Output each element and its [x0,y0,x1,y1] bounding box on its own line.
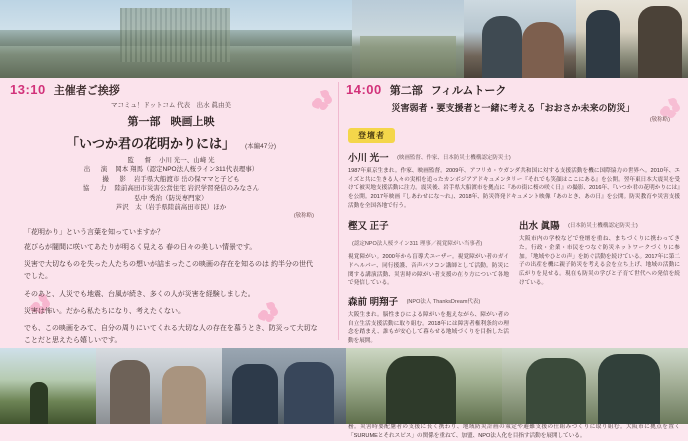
panelist-entry [348,292,509,346]
panelist-entry [348,148,680,210]
photo-people-outdoors [576,0,688,78]
panelist-name: 森前 明翔子 [348,296,399,308]
credit-value: 小川 光一、山﨑 光 [158,157,215,164]
film-title-row [10,133,332,152]
bottom-photo-strip [0,348,688,424]
panelist-name: 小川 光一 [348,153,389,164]
part-one-kind: 映画上映 [170,116,215,128]
photo-workshop [96,348,222,424]
panelist-role: (NPO法人 ThanksDream代表) [406,298,481,305]
credit-row [10,156,332,165]
coordinator-bio: 務。災害時要配慮者の支援に長く携わり、地域防災計画の策定や避難支援の仕組みづくりに取り組む。大阪市に拠点を置く「SURUMEとそれスピス」の関係を重ねて、加盟、NPO法人化を目指す活動を展開している。 [348,424,680,439]
credit-row [10,203,332,212]
credit-key: 出 演 [83,166,110,174]
panelist-bio: 大阪市内の学校などで登壇を重ね、まちづくりに携わってきた。行政・企業・市民をつなぐ防災ネットワークづくりに参加。「地域やひとの声」を紡ぐ活動を続けている。2017年に第二子の出産を機に親子防災を考える会を立ち上げ、地域の活動に広がりを見せる。現在も防災の学びと子育て世代への発信を続けている。 [519,236,680,286]
synopsis-paragraph: 災害は怖い。だから私たちになり、考えたくない。 [24,307,185,315]
part-one-heading [10,113,332,129]
synopsis-paragraph: 「花明かり」という言葉を知っていますか？ [24,228,164,236]
synopsis-paragraph: 災害で大切なものを失った人たちの想いが詰まったこの映画の存在を知るのは 約半分の世代でした。 [24,261,313,281]
panelist-badge: 登壇者 [348,128,395,143]
main-content [0,78,688,439]
credit-value: 岩手県大船渡市 岳の保ママと子ども [133,175,240,183]
film-runtime: (本編47分) [244,143,277,150]
synopsis-paragraph: そのあと、人災でも地震、台風が続き、多くの人が災害を経験しました。 [24,290,255,298]
credit-row [10,194,332,203]
credit-row [10,175,332,184]
synopsis-paragraph: 花びらが闇間に咲いてあたりが明るく見える 春の日々の美しい情景です。 [24,243,257,251]
part-two-credit-note: (敬称略) [649,117,670,123]
panelist-entry [348,216,509,288]
photo-coastal-landscape [0,0,352,78]
greeting-title: 主催者ご挨拶 [53,85,120,97]
part-two-header [346,82,680,98]
credit-key: 協 力 [82,185,109,193]
panelist-role: (認定NPO法人桜ライン311 理事／視覚障がい当事者) [352,241,483,248]
credit-value: 陸前高田市災害公営住宅 岩沢学習発信のみなさん [114,185,260,193]
greeting-time: 13:10 [10,82,46,97]
synopsis-paragraph: でも、この映画をみて、自分の周りにいてくれる大切な人の存在を慕うとき、防災って大切なことだと思えたら嬉しいです。 [24,325,318,345]
credit-key: 撮 影 [102,175,128,183]
credit-row [10,184,332,193]
panelist-entry [519,216,680,287]
panelist-name: 樫又 正子 [348,221,389,233]
photo-memorial-site [352,0,464,78]
part-two-kind: フィルムトーク [430,85,507,97]
part-two-label: 第二部 [389,85,423,97]
photo-students [222,348,346,424]
panelist-role: (映画監督、作家、日本防災士機構認定防災士) [397,155,511,161]
photo-volunteers [502,348,688,424]
host-line: マコミュ！ドットコム 代表 出水 眞由美 [111,102,231,109]
photo-speaker [346,348,502,424]
panelist-columns [346,214,680,349]
credit-row [10,165,332,174]
panelist-name: 出水 眞陽 [519,221,560,233]
greeting-header [10,82,332,98]
photo-people-talking [464,0,576,78]
film-synopsis [10,227,332,365]
panelist-bio: 1987年東京生まれ。作家、映画監督。2009年、アフリカ・ウガンダ共和国に対する支援活動を機に国際協力の世界へ。2010年、エイズと共に生きる人々の実相を追ったカンボジアアドキュメンタリー『それでも笑顔はここにある』を公開。翌年東日本大震災を受けて被災地支援活動に注力。震災後、岩手県大船渡市を拠点に『あの街に桜の咲く日』の撮影、2016年、『いつか君の花明かりには』を公開。2017年映画『しあわせにな〜れ』、2018年、防災啓発ドキュメント映像『あのとき、あの日』を公開。防災教育や災害支援活動を全国各地で行う。 [348,168,680,209]
credit-note: (敬称略) [293,212,314,219]
credit-value: 岡本 翔馬（認定NPO法人桜ライン311代表理事） [115,166,259,174]
credit-value: 芦沢 太（岩手県陸前高田市民）ほか [115,204,227,212]
credit-value: 弘中 秀治（防災専門家） [134,194,208,202]
top-photo-strip [0,0,688,78]
photo-field-memorial [0,348,96,424]
part-one-label: 第一部 [127,116,161,128]
talk-time: 14:00 [346,82,382,97]
panelist-role: (日本防災士機構認定防災士) [568,223,638,230]
panelist-bio: 視覚障がい。2000年から盲導犬ユーザー。視覚障がい者のガイドヘルパー、同行援護、音声パソコン講師として活動。防災に関する講演活動、災害時の障がい者支援の在り方について各地で発信している。 [348,254,509,287]
film-title: 「いつか君の花明かりには」 [65,136,235,151]
credit-key: 監 督 [127,157,153,164]
panelist-bio: 大阪生まれ。脳性まひによる障がいを抱えながら、障がい者の自立生活支援活動に取り組む。2018年には障害者権利条約の理念を踏まえ、誰もが安心して暮らせる地域づくりを目指した活動を展開。 [348,311,509,344]
program-part-two [340,78,688,439]
program-part-one [0,78,340,348]
film-credits [10,156,332,221]
part-two-headline: 災害弱者・要支援者と一緒に考える「おおさか未来の防災」 [391,103,635,113]
